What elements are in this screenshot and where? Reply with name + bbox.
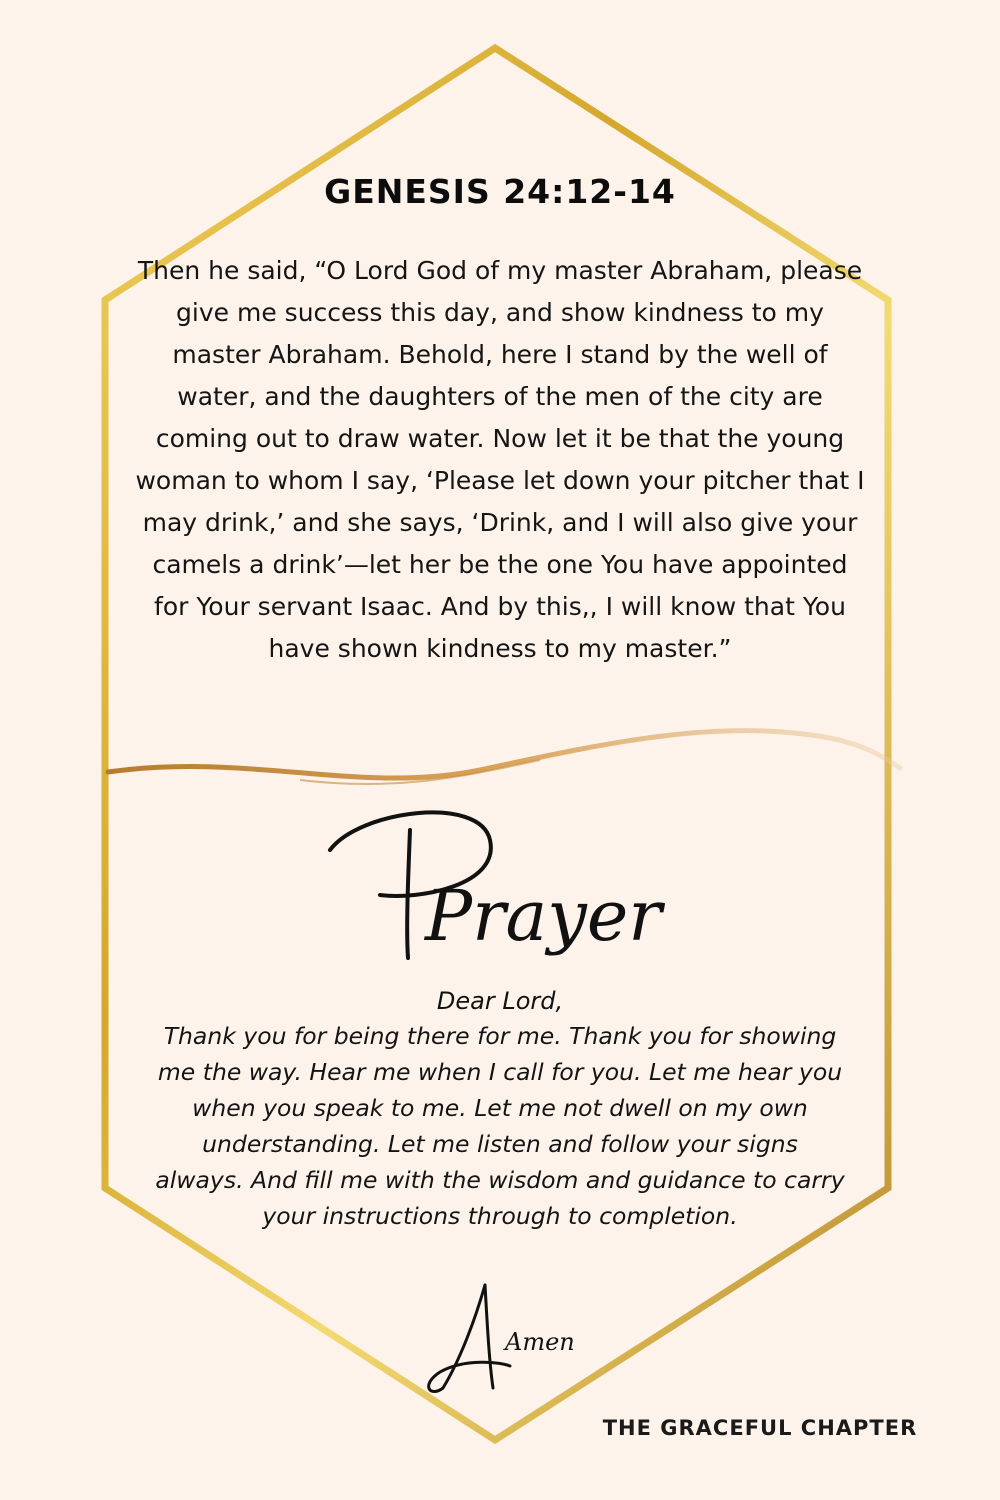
scripture-verse: Then he said, “O Lord God of my master Abraham, please give me success this day, and show kindness to my master Abraham. Behold, here I stand by the well of water, and the daughters of the men of the city are coming out to draw water. Now let it be that the young woman to whom I say, ‘Please let down your pitcher that I may drink,’ and she says, ‘Drink, and I will also give your camels a drink’—let her be the one You have appointed for Your servant Isaac. And by this,, I will know that You have shown kindness to my master.” [135,256,865,663]
amen-signature [415,1280,585,1400]
amen-text: Amen [505,1328,575,1356]
prayer-heading-text: Prayer [425,875,662,957]
prayer-body: Thank you for being there for me. Thank you for showing me the way. Hear me when I call for you. Let me hear you when you speak to me. Let me not dwell on my own understanding. Let me listen and follow your signs always. And fill me with the wisdom and guidance to carry your instructions through to completion. [155,1022,845,1230]
prayer-heading-script [250,790,750,990]
decorative-swoosh [108,731,900,778]
page-title: GENESIS 24:12-14 [324,172,676,211]
brand-footer: THE GRACEFUL CHAPTER [602,1416,918,1440]
prayer-salutation: Dear Lord, [436,987,564,1015]
